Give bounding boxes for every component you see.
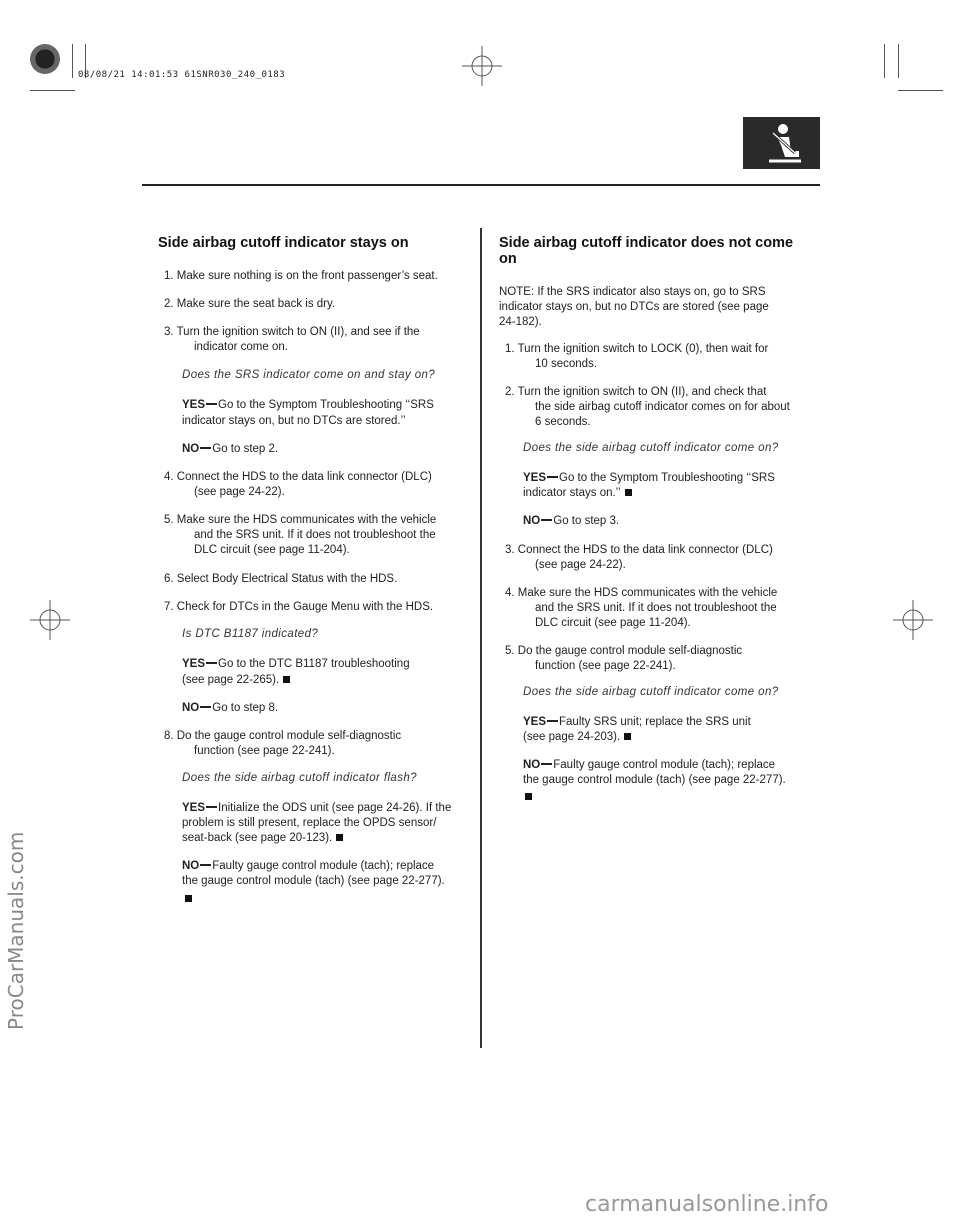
right-step-2-cont2: 6 seconds. — [535, 416, 591, 428]
left-answer-no-3-cont: the gauge control module (tach) (see page 22-277). — [182, 875, 445, 887]
right-step-5: 5. Do the gauge control module self-diagnostic — [505, 645, 743, 657]
right-answer-yes-2-cont: (see page 24-203). — [523, 729, 631, 745]
left-step-8: 8. Do the gauge control module self-diagnostic — [164, 730, 402, 742]
crop-mark — [898, 90, 943, 91]
crop-mark — [884, 44, 885, 78]
end-mark-icon — [336, 834, 343, 841]
left-step-3: 3. Turn the ignition switch to ON (II), and see if the — [164, 326, 420, 338]
left-step-5-cont: and the SRS unit. If it does not troubleshoot the — [194, 529, 436, 541]
left-section-title: Side airbag cutoff indicator stays on — [158, 235, 409, 251]
right-step-2: 2. Turn the ignition switch to ON (II), and check that — [505, 386, 767, 398]
crosshair-icon — [893, 600, 933, 640]
right-note-cont: indicator stays on, but no DTCs are stored (see page — [499, 301, 769, 313]
end-mark-icon — [624, 733, 631, 740]
seatbelt-airbag-icon — [743, 117, 820, 169]
end-mark-icon — [625, 489, 632, 496]
left-answer-no-1: NO Go to step 2. — [182, 443, 279, 455]
left-answer-yes-2: YES Go to the DTC B1187 troubleshooting — [182, 658, 410, 670]
right-step-4-cont: and the SRS unit. If it does not troubleshoot the — [535, 602, 777, 614]
right-step-5-cont: function (see page 22-241). — [535, 660, 676, 672]
left-answer-yes-3-cont: problem is still present, replace the OPDS sensor/ — [182, 817, 437, 829]
left-step-2: 2. Make sure the seat back is dry. — [164, 298, 336, 310]
left-step-5: 5. Make sure the HDS communicates with the vehicle — [164, 514, 437, 526]
right-answer-no-2-cont: the gauge control module (tach) (see page 22-277). — [523, 774, 786, 786]
left-step-4: 4. Connect the HDS to the data link connector (DLC) — [164, 471, 432, 483]
left-answer-yes-3: YES Initialize the ODS unit (see page 24-26). If the — [182, 802, 452, 814]
watermark-left: ProCarManuals.com — [4, 831, 28, 1030]
right-question-1: Does the side airbag cutoff indicator come on? — [523, 442, 779, 454]
left-step-1: 1. Make sure nothing is on the front passenger’s seat. — [164, 270, 438, 282]
left-answer-yes-2-cont: (see page 22-265). — [182, 672, 290, 688]
crosshair-icon — [30, 600, 70, 640]
left-answer-yes-3-cont2: seat-back (see page 20-123). — [182, 830, 343, 846]
crop-mark — [72, 44, 73, 78]
right-step-4: 4. Make sure the HDS communicates with the vehicle — [505, 587, 778, 599]
right-section-title: Side airbag cutoff indicator does not come — [499, 235, 794, 251]
right-question-2: Does the side airbag cutoff indicator come on? — [523, 686, 779, 698]
end-mark-icon — [185, 895, 192, 902]
left-question-1: Does the SRS indicator come on and stay on? — [182, 369, 436, 381]
column-divider — [480, 228, 482, 1048]
left-answer-yes-1-cont: indicator stays on, but no DTCs are stored.’’ — [182, 415, 406, 427]
registration-circle-icon — [30, 44, 60, 74]
left-step-4-cont: (see page 24-22). — [194, 486, 285, 498]
right-step-4-cont2: DLC circuit (see page 11-204). — [535, 617, 691, 629]
right-step-2-cont: the side airbag cutoff indicator comes on for about — [535, 401, 790, 413]
header-rule — [142, 184, 820, 186]
right-step-1-cont: 10 seconds. — [535, 358, 598, 370]
left-step-5-cont2: DLC circuit (see page 11-204). — [194, 544, 350, 556]
right-answer-no-1: NO Go to step 3. — [523, 515, 620, 527]
left-step-6: 6. Select Body Electrical Status with the HDS. — [164, 573, 398, 585]
end-mark-icon — [283, 676, 290, 683]
left-question-3: Does the side airbag cutoff indicator flash? — [182, 772, 417, 784]
left-answer-no-2: NO Go to step 8. — [182, 702, 279, 714]
crop-mark — [30, 90, 75, 91]
left-step-7: 7. Check for DTCs in the Gauge Menu with the HDS. — [164, 601, 434, 613]
right-note-cont2: 24-182). — [499, 316, 542, 328]
right-section-title-cont: on — [499, 251, 517, 267]
right-step-1: 1. Turn the ignition switch to LOCK (0), then wait for — [505, 343, 769, 355]
left-step-3-cont: indicator come on. — [194, 341, 288, 353]
print-stamp: 08/08/21 14:01:53 61SNR030_240_0183 — [78, 70, 286, 80]
left-answer-no-3: NO Faulty gauge control module (tach); replace — [182, 860, 435, 872]
right-answer-yes-1-cont: indicator stays on.’’ — [523, 485, 632, 501]
right-answer-no-2: NO Faulty gauge control module (tach); replace — [523, 759, 776, 771]
watermark-bottom: carmanualsonline.info — [585, 1192, 829, 1217]
right-note: NOTE: If the SRS indicator also stays on, go to SRS — [499, 286, 766, 298]
right-step-3: 3. Connect the HDS to the data link connector (DLC) — [505, 544, 773, 556]
left-step-8-cont: function (see page 22-241). — [194, 745, 335, 757]
crop-mark — [898, 44, 899, 78]
right-step-3-cont: (see page 24-22). — [535, 559, 626, 571]
left-answer-yes-1: YES Go to the Symptom Troubleshooting ‘‘SRS — [182, 399, 434, 411]
crosshair-icon — [462, 46, 502, 86]
right-answer-yes-2: YES Faulty SRS unit; replace the SRS unit — [523, 716, 751, 728]
left-question-2: Is DTC B1187 indicated? — [182, 628, 319, 640]
right-answer-yes-1: YES Go to the Symptom Troubleshooting ‘‘SRS — [523, 472, 775, 484]
end-mark-icon — [525, 793, 532, 800]
